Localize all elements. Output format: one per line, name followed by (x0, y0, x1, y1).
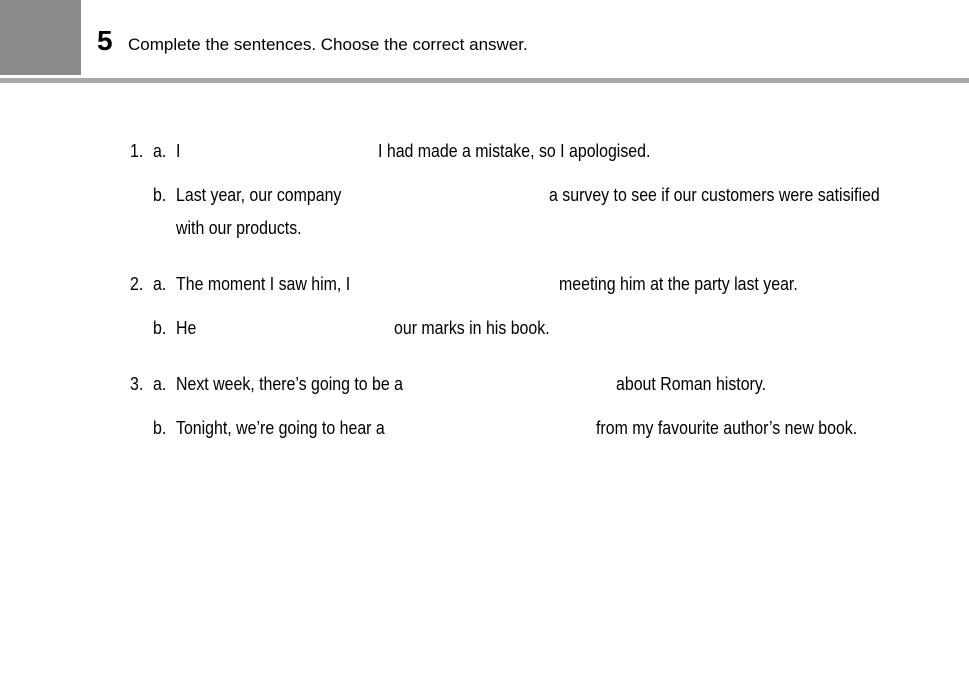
item-number: 3. (130, 373, 144, 394)
sentence-before-gap: The moment I saw him, I (176, 273, 351, 294)
exercise-number: 5 (97, 25, 113, 56)
exercise-instruction: Complete the sentences. Choose the correct answer. (128, 35, 528, 54)
sentence-after-gap: our marks in his book. (394, 317, 550, 338)
sentence-before-gap: I (176, 140, 181, 161)
sentence-after-gap: about Roman history. (616, 373, 767, 394)
item-number: 2. (130, 273, 144, 294)
sentence-after-gap: from my favourite author’s new book. (596, 417, 858, 438)
part-letter: b. (153, 417, 167, 438)
sentence-after-gap: meeting him at the party last year. (559, 273, 798, 294)
sentence-continuation: with our products. (176, 217, 302, 238)
sentence-after-gap: a survey to see if our customers were satisified (549, 184, 880, 205)
header-gray-tab (0, 0, 81, 75)
part-letter: a. (153, 140, 167, 161)
item-number: 1. (130, 140, 144, 161)
header-divider (0, 78, 969, 83)
sentence-before-gap: He (176, 317, 197, 338)
part-letter: b. (153, 317, 167, 338)
sentence-before-gap: Next week, there’s going to be a (176, 373, 404, 394)
sentence-before-gap: Last year, our company (176, 184, 342, 205)
part-letter: b. (153, 184, 167, 205)
sentence-after-gap: I had made a mistake, so I apologised. (378, 140, 651, 161)
part-letter: a. (153, 373, 167, 394)
sentence-before-gap: Tonight, we’re going to hear a (176, 417, 385, 438)
part-letter: a. (153, 273, 167, 294)
